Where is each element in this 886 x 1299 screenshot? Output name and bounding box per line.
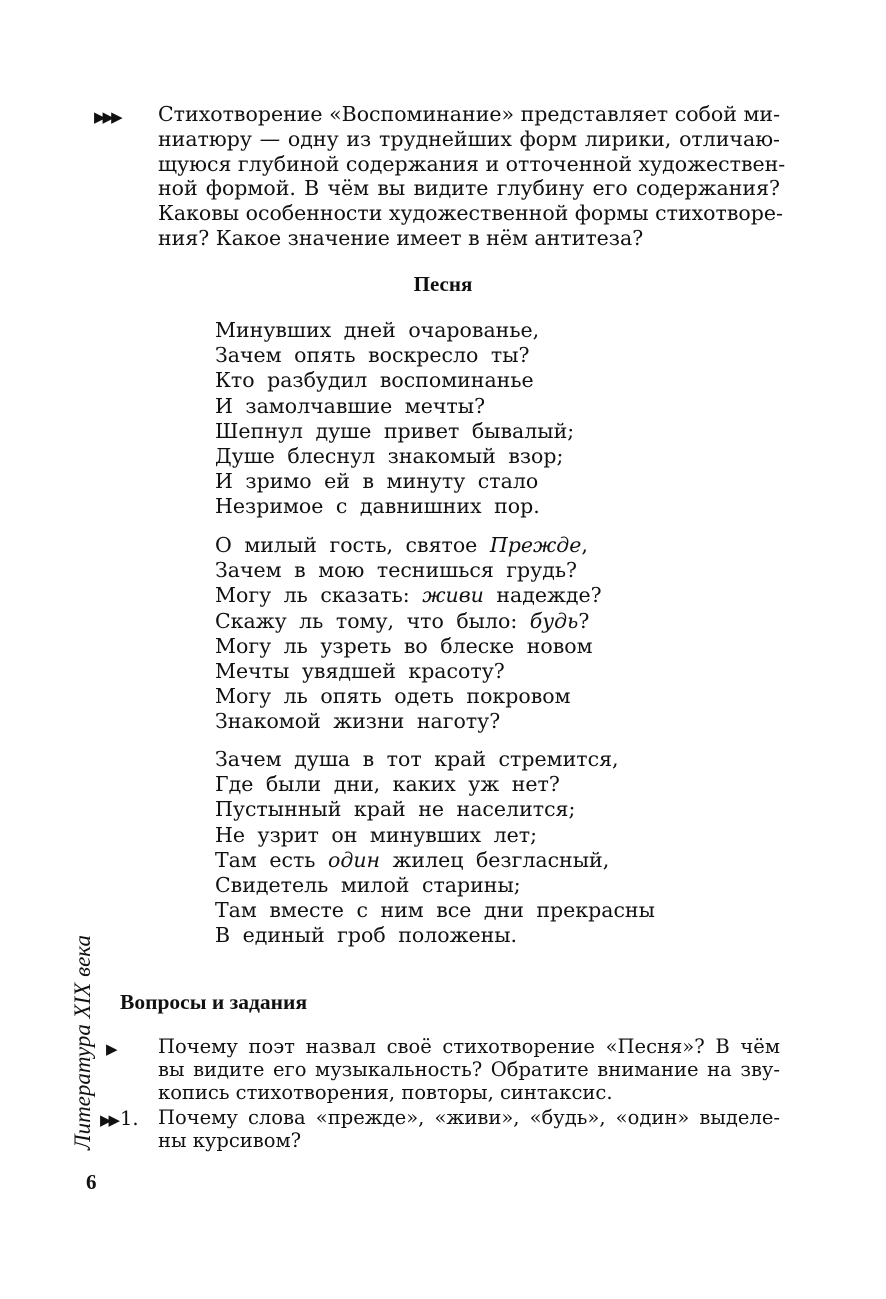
poem-stanza-1	[215, 318, 574, 520]
poem-line: Там есть один жилец безгласный,	[215, 847, 610, 872]
poem-line: И зримо ей в минуту стало	[215, 469, 539, 494]
poem-line: Мечты увядшей красоту?	[215, 659, 505, 684]
poem-line: Там вместе с ним все дни прекрасны	[215, 898, 655, 923]
poem-line: Не узрит он минувших лет;	[215, 822, 538, 847]
poem-line: Кто разбудил воспоминанье	[215, 368, 534, 393]
poem-line: Где были дни, каких уж нет?	[215, 772, 560, 797]
poem-line: О милый гость, святое Прежде,	[215, 533, 588, 557]
task-line: ния? Какое значение имеет в нём антитеза?	[158, 225, 644, 250]
task-line: ниатюру — одну из труднейших форм лирики, отличаю-	[158, 126, 780, 151]
poem-line: Зачем опять воскресло ты?	[215, 343, 530, 368]
poem-line: Минувших дней очарованье,	[215, 318, 540, 342]
difficulty-marker-1: ▶	[106, 1040, 115, 1058]
question-line: Почему поэт назвал своё стихотворение «Песня»? В чём	[158, 1035, 780, 1058]
task-line: Стихотворение «Воспоминание» представляет собой ми-	[158, 102, 780, 126]
poem-line: Могу ль узреть во блеске новом	[215, 633, 593, 658]
poem-line: Незримое с давнишних пор.	[215, 494, 540, 519]
question-line: вы видите его музыкальность? Обратите внимание на зву-	[158, 1057, 780, 1081]
page-number: 6	[86, 1170, 97, 1194]
italic-word: один	[328, 847, 381, 872]
poem-line: Зачем душа в тот край стремится,	[215, 747, 619, 771]
poem-line: Скажу ль тому, что было: будь?	[215, 608, 590, 633]
question-1	[158, 1036, 780, 1104]
poem-line: Пустынный край не населится;	[215, 797, 576, 822]
question-line: ны курсивом?	[158, 1128, 302, 1152]
poem-line: Свидетель милой старины;	[215, 873, 521, 898]
task-line: щуюся глубиной содержания и отточенной художествен-	[158, 151, 786, 176]
poem-line: Знакомой жизни наготу?	[215, 709, 501, 734]
side-section-label: Литература XIX века	[70, 935, 95, 1150]
question-2	[158, 1107, 780, 1153]
question-line: Почему слова «прежде», «живи», «будь», «один» выделе-	[158, 1106, 780, 1129]
poem-line: Зачем в мою теснишься грудь?	[215, 558, 577, 583]
poem-stanza-2	[215, 533, 602, 735]
question-line: копись стихотворения, повторы, синтаксис.	[158, 1080, 613, 1104]
poem-stanza-3	[215, 747, 655, 949]
poem-title: Песня	[413, 272, 473, 296]
italic-word: Прежде	[489, 533, 582, 557]
poem-line: Шепнул душе привет бывалый;	[215, 418, 575, 443]
task-line: Каковы особенности художественной формы стихотворе-	[158, 201, 783, 226]
intro-task	[158, 102, 786, 251]
poem-line: Могу ль сказать: живи надежде?	[215, 583, 602, 608]
poem-line: В единый гроб положены.	[215, 923, 518, 948]
question-number: 1.	[120, 1107, 139, 1130]
poem-line: И замолчавшие мечты?	[215, 393, 486, 418]
poem-line: Душе блеснул знакомый взор;	[215, 444, 564, 469]
difficulty-marker-3: ▶▶▶	[94, 108, 120, 126]
task-line: ной формой. В чём вы видите глубину его содержания?	[158, 176, 780, 201]
questions-heading: Вопросы и задания	[120, 990, 308, 1014]
difficulty-marker-2: ▶▶	[100, 1111, 118, 1129]
italic-word: будь	[529, 608, 579, 633]
italic-word: живи	[422, 583, 484, 608]
poem-line: Могу ль опять одеть покровом	[215, 684, 571, 709]
